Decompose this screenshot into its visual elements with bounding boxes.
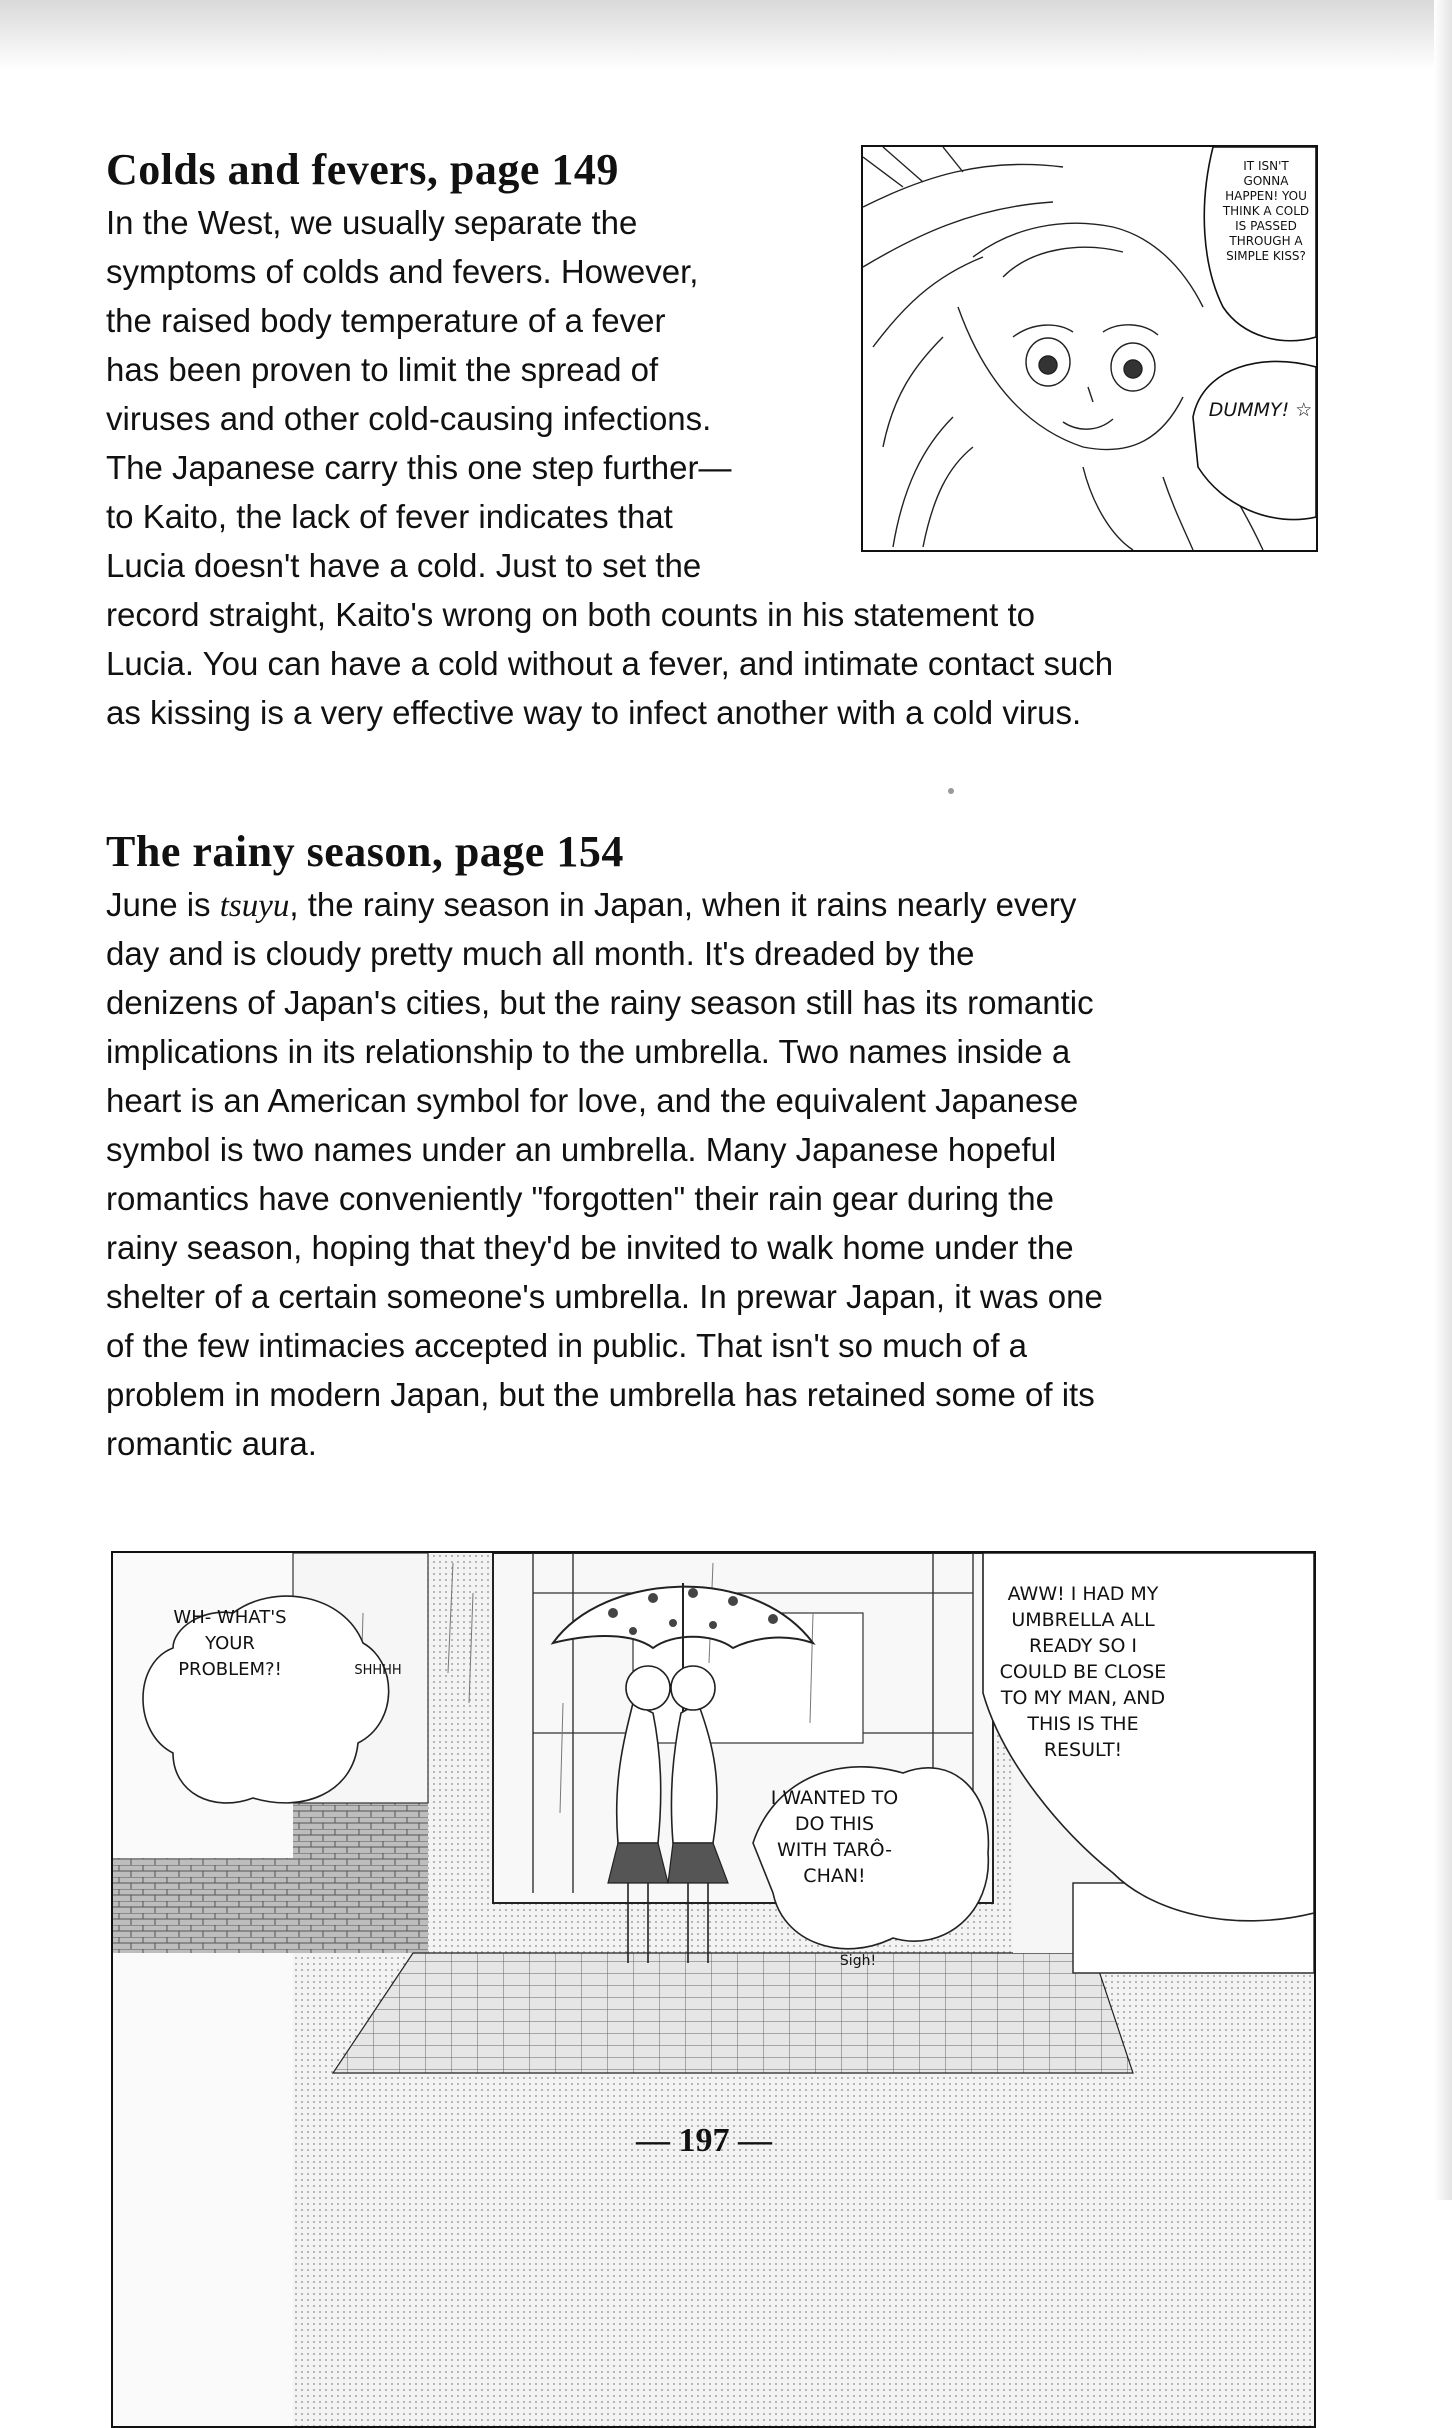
body-line: The Japanese carry this one step further— <box>106 449 732 486</box>
body-line: romantics have conveniently "forgotten" their rain gear during the <box>106 1180 1054 1217</box>
body-line: shelter of a certain someone's umbrella. In prewar Japan, it was one <box>106 1278 1103 1315</box>
body-line: symbol is two names under an umbrella. Many Japanese hopeful <box>106 1131 1057 1168</box>
page-top-shadow <box>0 0 1452 70</box>
speech-bubble-dummy: DUMMY! ☆ <box>1208 399 1313 421</box>
body-line: Lucia. You can have a cold without a fever, and intimate contact such <box>106 645 1114 682</box>
body-line: to Kaito, the lack of fever indicates that <box>106 498 673 535</box>
speech-bubble-umbrella: AWW! I HAD MY UMBRELLA ALL READY SO I COULD BE CLOSE TO MY MAN, AND THIS IS THE RESULT! <box>999 1583 1167 1761</box>
page-number: — 197 — <box>636 2122 772 2159</box>
speech-bubble-main: IT ISN'T GONNA HAPPEN! YOU THINK A COLD IS PASSED THROUGH A SIMPLE KISS? <box>1222 159 1310 263</box>
sound-effect-shhh: SHHHH <box>354 1663 402 1678</box>
body-text: , the rainy season in Japan, when it rains nearly every <box>289 886 1077 923</box>
body-line: as kissing is a very effective way to infect another with a cold virus. <box>106 694 1082 731</box>
body-line: In the West, we usually separate the <box>106 204 638 241</box>
body-line: viruses and other cold-causing infections. <box>106 400 712 437</box>
body-line <box>106 880 1076 932</box>
japanese-term: tsuyu <box>219 888 290 924</box>
body-line: record straight, Kaito's wrong on both counts in his statement to <box>106 596 1035 633</box>
speech-bubble-taro: I WANTED TO DO THIS WITH TARÔ-CHAN! <box>770 1787 899 1887</box>
section-title-rainy: The rainy season, page 154 <box>106 827 624 876</box>
body-line: problem in modern Japan, but the umbrella has retained some of its <box>106 1376 1095 1413</box>
speech-bubble-problem: WH- WHAT'S YOUR PROBLEM?! <box>173 1607 287 1680</box>
body-line: denizens of Japan's cities, but the rainy season still has its romantic <box>106 984 1094 1021</box>
body-text: June is <box>106 886 220 923</box>
page-right-edge <box>1434 0 1452 2200</box>
body-line: the raised body temperature of a fever <box>106 302 666 339</box>
body-line: symptoms of colds and fevers. However, <box>106 253 699 290</box>
body-line: day and is cloudy pretty much all month. It's dreaded by the <box>106 935 975 972</box>
body-line: romantic aura. <box>106 1425 317 1462</box>
sigh-text: Sigh! <box>839 1953 877 1969</box>
body-line: implications in its relationship to the umbrella. Two names inside a <box>106 1033 1071 1070</box>
body-line: rainy season, hoping that they'd be invited to walk home under the <box>106 1229 1074 1266</box>
decorative-dot <box>948 788 954 794</box>
body-line: of the few intimacies accepted in public. That isn't so much of a <box>106 1327 1028 1364</box>
manga-panel-kiss <box>861 145 1318 552</box>
body-line: Lucia doesn't have a cold. Just to set the <box>106 547 702 584</box>
section-title-colds: Colds and fevers, page 149 <box>106 145 619 194</box>
manga-panel-girls-under-umbrella <box>111 1551 1316 2428</box>
body-line: heart is an American symbol for love, and the equivalent Japanese <box>106 1082 1079 1119</box>
body-line: has been proven to limit the spread of <box>106 351 659 388</box>
